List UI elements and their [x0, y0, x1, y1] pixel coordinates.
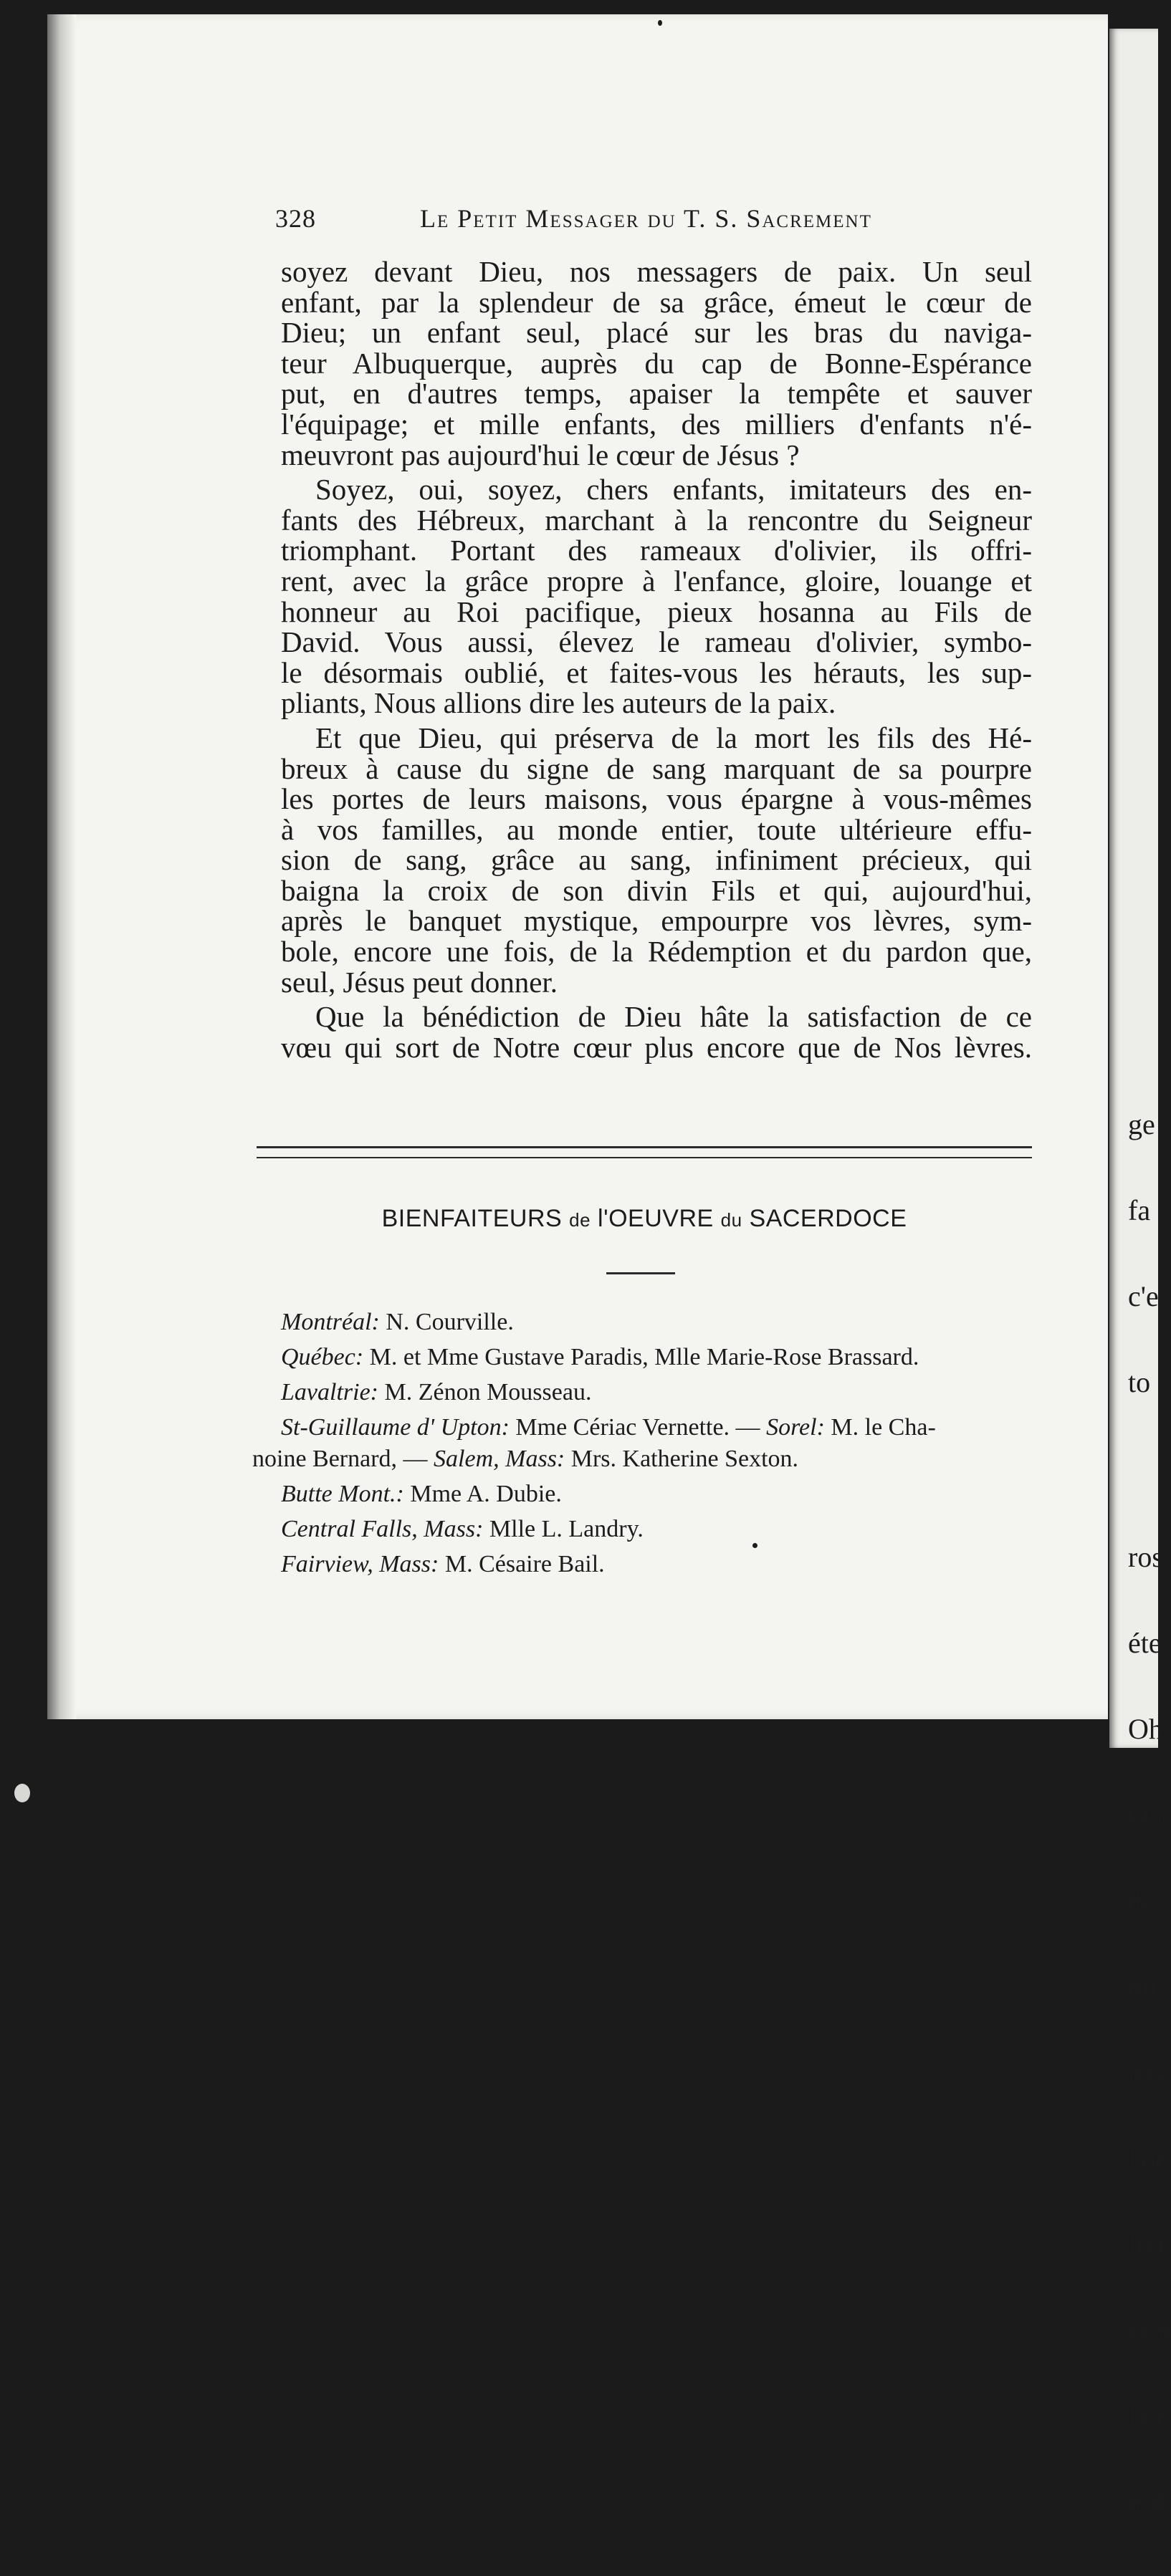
section-short-rule [606, 1272, 675, 1274]
text-line: meuvront pas aujourd'hui le cœur de Jésus ? [281, 438, 800, 471]
donor-entry [252, 1377, 1033, 1408]
text-line: Dieu; un enfant seul, placé sur les bras du naviga- [281, 316, 1032, 350]
adjacent-fragment: to [1128, 1366, 1151, 1398]
donor-place: St-Guillaume d' Upton: [281, 1414, 510, 1441]
donor-names: M. et Mme Gustave Paradis, Mlle Marie-Rose Brassard. [363, 1344, 919, 1370]
donor-entry [252, 1479, 1033, 1510]
adjacent-fragment: de [1128, 1885, 1155, 1917]
adjacent-fragment: livr [1128, 2229, 1168, 2261]
double-rule-separator [257, 1146, 1032, 1158]
section-title-word: l'OEUVRE [598, 1205, 714, 1232]
text-line: breux à cause du signe de sang marquant de sa pourpre [281, 751, 1032, 785]
page-gutter-shadow [47, 14, 76, 1719]
adjacent-fragment: c'e [1128, 1280, 1159, 1312]
text-line: put, en d'autres temps, apaiser la tempête et sauver [281, 377, 1032, 410]
text-line: enfant, par la splendeur de sa grâce, émeut le cœur de [281, 285, 1032, 319]
adjacent-fragment-gap [1128, 1454, 1171, 1486]
donor-names: Mme Cériac Vernette. — [509, 1414, 760, 1441]
donor-names: M. Césaire Bail. [439, 1551, 605, 1577]
body-text [281, 256, 1032, 1062]
adjacent-fragment: pas [1128, 2057, 1167, 2089]
donor-place: Butte Mont.: [281, 1481, 404, 1507]
donor-entry [252, 1342, 1033, 1373]
adjacent-fragment: la r [1128, 2400, 1166, 2433]
adjacent-fragment: Oh [1128, 1713, 1163, 1745]
adjacent-fragment: On [1128, 1799, 1163, 1831]
text-line: fants des Hébreux, marchant à la rencontre du Seigneur [281, 503, 1032, 537]
donor-entry [252, 1514, 1033, 1545]
donor-list [252, 1307, 1033, 1580]
scan-speck [658, 20, 662, 26]
text-line: Soyez, oui, soyez, chers enfants, imitateurs des en- [315, 473, 1032, 506]
text-line: le désormais oublié, et faites-vous les hérauts, les sup- [281, 655, 1032, 689]
text-line: Et que Dieu, qui préserva de la mort les fils des Hé- [315, 721, 1032, 754]
scan-speck [752, 1543, 757, 1548]
section-title [257, 1205, 1032, 1233]
text-line: baigna la croix de son divin Fils et qui, aujourd'hui, [281, 873, 1032, 907]
donor-names: noine Bernard, — [252, 1446, 428, 1472]
donor-place: Québec: [281, 1344, 364, 1370]
text-line: teur Albuquerque, auprès du cap de Bonne-Espérance [281, 346, 1032, 380]
section-title-word: du [720, 1209, 742, 1231]
adjacent-fragment: ros [1128, 1541, 1163, 1573]
text-line: triomphant. Portant des rameaux d'olivier, ils offri- [281, 534, 1032, 567]
text-line: l'équipage; et mille enfants, des milliers d'enfants n'é- [281, 407, 1032, 441]
donor-place: Salem, Mass: [427, 1446, 565, 1472]
scan-speck [14, 1784, 30, 1802]
running-head [275, 203, 1035, 239]
donor-names: Mlle L. Landry. [483, 1516, 644, 1542]
donor-names: M. le Cha- [824, 1414, 936, 1441]
adjacent-fragment: mil [1128, 2486, 1167, 2519]
donor-entry [252, 1412, 1033, 1443]
adjacent-fragment: cim [1128, 2315, 1171, 2347]
adjacent-fragment: éte [1128, 1627, 1162, 1659]
donor-place: Central Falls, Mass: [281, 1516, 484, 1542]
donor-place: Fairview, Mass: [281, 1551, 439, 1577]
text-line: bole, encore une fois, de la Rédemption et du pardon que, [281, 935, 1032, 969]
text-line: soyez devant Dieu, nos messagers de paix. Un seul [281, 255, 1032, 288]
adjacent-fragment: où [1128, 1971, 1157, 2003]
section-title-word: BIENFAITEURS [381, 1205, 563, 1232]
text-line: à vos familles, au monde entier, toute ultérieure effu- [281, 812, 1032, 846]
adjacent-page-text [1128, 1053, 1171, 2575]
text-line: Que la bénédiction de Dieu hâte la satisfaction de ce [315, 1000, 1032, 1034]
running-title: Le Petit Messager du T. S. Sacrement [420, 204, 872, 233]
adjacent-fragment: fa [1128, 1194, 1151, 1226]
section-title-word: SACERDOCE [749, 1205, 907, 1232]
page-number: 328 [275, 204, 316, 233]
text-line: sion de sang, grâce au sang, infiniment précieux, qui [281, 843, 1032, 877]
text-line: après le banquet mystique, empourpre vos lèvres, sym- [281, 904, 1032, 938]
donor-names: M. Zénon Mousseau. [378, 1379, 592, 1405]
donor-names: Mme A. Dubie. [403, 1481, 562, 1507]
text-line: seul, Jésus peut donner. [281, 965, 558, 999]
text-line: David. Vous aussi, élevez le rameau d'olivier, symbo- [281, 625, 1032, 659]
donor-place: Montréal: [281, 1309, 380, 1335]
section-title-word: de [569, 1209, 591, 1231]
adjacent-fragment: l'or [1128, 2143, 1165, 2175]
text-line: les portes de leurs maisons, vous épargne à vous-mêmes [281, 782, 1032, 816]
donor-entry [252, 1307, 1033, 1338]
donor-place: Lavaltrie: [281, 1379, 378, 1405]
text-line: rent, avec la grâce propre à l'enfance, gloire, louange et [281, 564, 1032, 597]
donor-entry [252, 1549, 1033, 1580]
text-line: vœu qui sort de Notre cœur plus encore que de Nos lèvres. [281, 1030, 1032, 1064]
text-line: honneur au Roi pacifique, pieux hosanna au Fils de [281, 595, 1032, 628]
adjacent-fragment: ge [1128, 1108, 1155, 1140]
donor-place: Sorel: [760, 1414, 825, 1441]
donor-names: Mrs. Katherine Sexton. [565, 1446, 799, 1472]
text-line: pliants, Nous allions dire les auteurs de la paix. [281, 686, 836, 720]
donor-names: N. Courville. [379, 1309, 514, 1335]
donor-entry [252, 1443, 1033, 1475]
